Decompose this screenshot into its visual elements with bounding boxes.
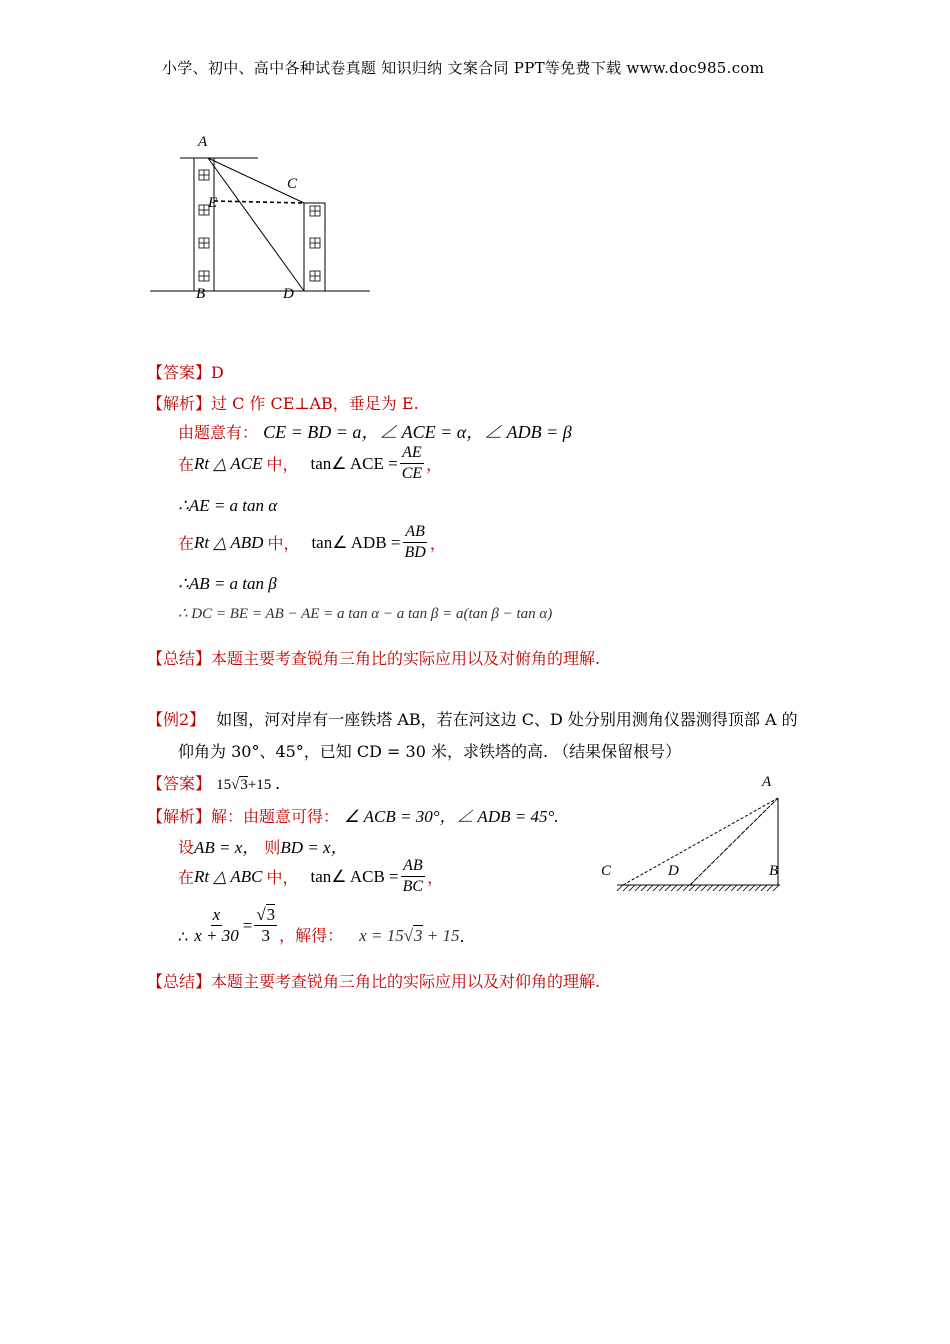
analysis-text: 解：由题意可得： [211, 807, 340, 826]
analysis-row-2 [147, 802, 559, 827]
fraction-sqrt3-3: $\frac{√3}{3}$ [256, 905, 276, 945]
answer-tag: 【答案】 [147, 774, 212, 793]
given-math: CE = BD = a，∠ ACE = α，∠ ADB = β [263, 422, 572, 442]
therefore-symbol: ∴ [178, 927, 189, 946]
example-tag: 【例2】 [147, 710, 206, 729]
example-2-line2: 仰角为 30°、45°，已知 CD = 30 米，求铁塔的高. （结果保留根号） [178, 742, 682, 761]
frac-num: AE [400, 443, 424, 464]
analysis-tag: 【解析】 [147, 807, 212, 826]
line-ce-dashed [214, 201, 304, 203]
answer-tag: 【答案】 [147, 363, 212, 382]
tan-adb-lhs: tan∠ ADB = [311, 532, 401, 552]
line-ad [690, 798, 778, 885]
summary-row-1 [147, 646, 600, 669]
let-line: 设AB = x， 则BD = x， [178, 838, 348, 857]
label-d: D [668, 863, 679, 879]
label-d: D [283, 286, 294, 302]
triangle-abd: Rt △ ABD [194, 532, 264, 552]
fraction-ab-bc [401, 856, 425, 897]
fraction-ab-bd [403, 522, 428, 563]
equation-line: ∴ $\frac{x}{x + 30}$ = $\frac{√3}{3}$ ，解得： x = 15√3 + 15 . [178, 905, 465, 946]
label-b: B [196, 286, 206, 302]
triangle-abc: Rt △ ABC [194, 866, 263, 886]
answer-value: 15√3+15 [216, 777, 272, 793]
frac-den: CE [401, 465, 423, 482]
tan-acb-line: 在 Rt △ ABC 中， tan∠ ACB = $\frac{AB}{BC}$ ， [178, 857, 444, 895]
comma: ， [426, 455, 443, 474]
frac-den: BC [402, 878, 424, 895]
label-c: C [287, 176, 298, 192]
comma: ， [429, 534, 446, 553]
answer-value: D [211, 363, 224, 382]
answer-row-2 [147, 771, 280, 794]
label-a: A [198, 134, 208, 150]
label-b: B [769, 863, 779, 879]
fraction-ae-ce [400, 443, 424, 484]
analysis-text: 过 C 作 CE⊥AB，垂足为 E. [211, 394, 419, 413]
frac-den: BD [404, 544, 426, 561]
summary-text: 本题主要考查锐角三角比的实际应用以及对仰角的理解. [211, 972, 601, 991]
label-c: C [601, 863, 612, 879]
given-line [178, 418, 572, 444]
frac-num: AB [401, 856, 425, 877]
figure-buildings [140, 128, 380, 308]
ae-result: ∴AE = a tan α [178, 496, 278, 515]
summary-row-2 [147, 969, 600, 992]
in-prefix: 在 [178, 534, 195, 553]
tan-acb-lhs: tan∠ ACB = [310, 866, 399, 886]
analysis-math: ∠ ACB = 30°，∠ ADB = 45°. [344, 807, 559, 826]
window-icon [199, 170, 320, 281]
tan-ace-lhs: tan∠ ACE = [310, 453, 398, 473]
analysis-row-1 [147, 391, 419, 414]
fraction-x-x30: $\frac{x}{x + 30}$ [194, 905, 239, 945]
solve-text: ，解得： [279, 926, 344, 945]
summary-tag: 【总结】 [147, 649, 212, 668]
example-text: 如图，河对岸有一座铁塔 AB，若在河这边 C、D 处分别用测角仪器测得顶部 A 的 [216, 710, 798, 729]
in-prefix: 在 [178, 455, 195, 474]
figure-tower [595, 770, 795, 900]
given-prefix: 由题意有： [178, 423, 259, 442]
ground-hatching [617, 885, 779, 891]
period: . [275, 774, 281, 793]
triangle-ace: Rt △ ACE [194, 453, 263, 473]
summary-text: 本题主要考查锐角三角比的实际应用以及对俯角的理解. [211, 649, 601, 668]
in-mid: 中， [267, 534, 300, 553]
analysis-tag: 【解析】 [147, 394, 212, 413]
example-2-line1 [147, 707, 798, 730]
label-e: E [208, 195, 218, 211]
tan-ace-line [178, 443, 442, 484]
summary-tag: 【总结】 [147, 972, 212, 991]
tan-adb-line [178, 522, 446, 563]
ab-result: ∴AB = a tan β [178, 574, 277, 593]
answer-row-1 [147, 360, 224, 383]
line-ac-dashed [623, 798, 778, 885]
comma: ， [427, 868, 444, 887]
dc-result: ∴ DC = BE = AB − AE = a tan α − a tan β = a(tan β − tan α) [178, 606, 553, 622]
in-mid: 中， [266, 455, 299, 474]
label-a: A [762, 774, 772, 790]
page-header: 小学、初中、高中各种试卷真题 知识归纳 文案合同 PPT等免费下载 www.doc985.com [162, 59, 765, 77]
frac-num: AB [403, 522, 427, 543]
solve-math: x = 15√3 + 15 [359, 926, 460, 945]
